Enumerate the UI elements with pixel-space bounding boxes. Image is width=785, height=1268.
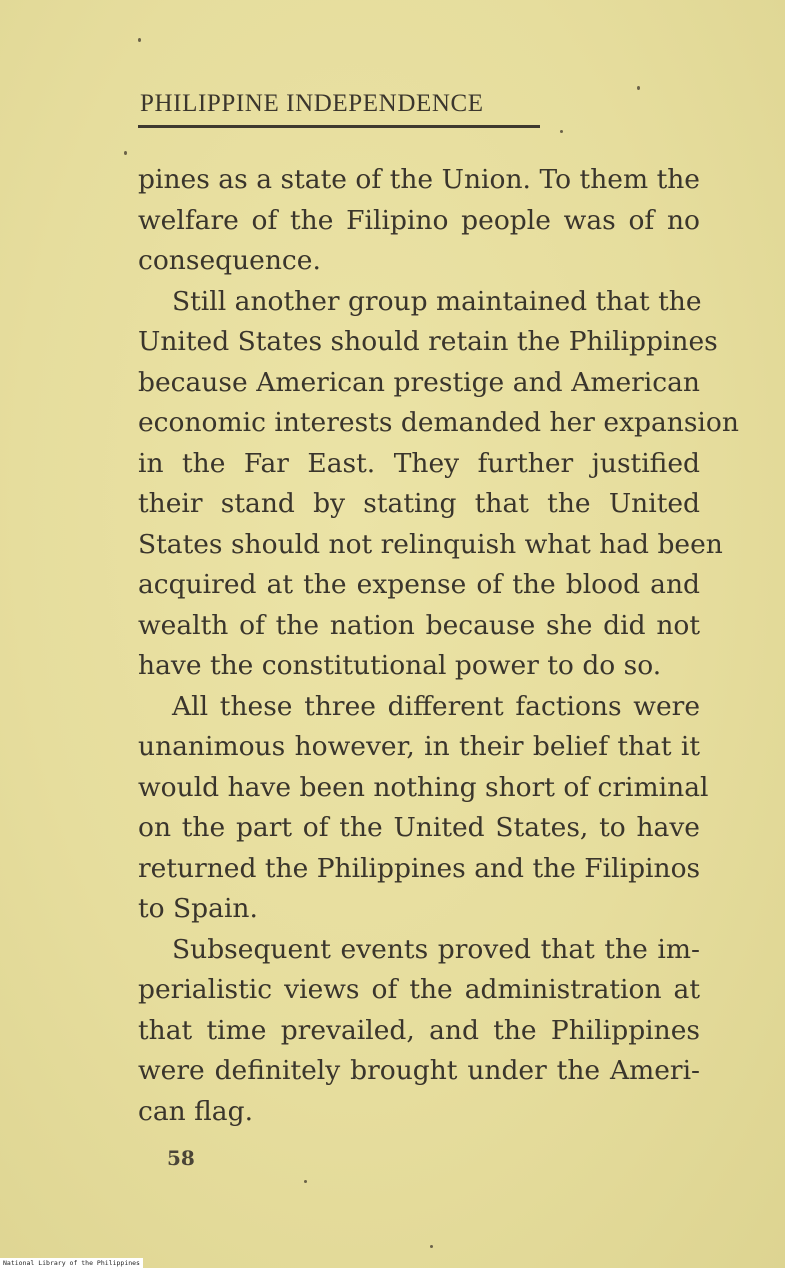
paper-speck: [304, 1180, 307, 1183]
text-line: pines as a state of the Union. To them the: [138, 164, 700, 195]
text-line: would have been nothing short of criminal: [138, 771, 709, 803]
text-line: because American prestige and American: [138, 366, 700, 398]
paper-speck: [637, 86, 640, 90]
text-line: welfare of the Filipino people was of no: [138, 204, 700, 236]
text-line: in the Far East. They further justified: [138, 447, 700, 479]
text-line: that time prevailed, and the Philippines: [138, 1014, 700, 1046]
library-credit: National Library of the Philippines: [0, 1258, 143, 1268]
text-line: were definitely brought under the Ameri-: [138, 1055, 700, 1086]
text-line: wealth of the nation because she did not: [138, 609, 700, 641]
text-line: Still another group maintained that the: [172, 285, 702, 317]
text-line: United States should retain the Philippines: [138, 326, 718, 357]
text-line: their stand by stating that the United: [138, 488, 700, 519]
text-line: Subsequent events proved that the im-: [172, 933, 700, 965]
paper-speck: [560, 130, 563, 133]
running-header: PHILIPPINE INDEPENDENCE: [140, 90, 484, 117]
text-line: All these three different factions were: [172, 690, 700, 722]
text-line: on the part of the United States, to have: [138, 812, 700, 843]
text-line: acquired at the expense of the blood and: [138, 569, 700, 600]
page-number: 58: [167, 1146, 195, 1170]
text-line: returned the Philippines and the Filipinos: [138, 852, 701, 884]
text-line: to Spain.: [138, 893, 258, 924]
paper-speck: [138, 38, 141, 42]
text-line: unanimous however, in their belief that it: [138, 731, 700, 762]
text-line: States should not relinquish what had been: [138, 528, 723, 560]
text-line: economic interests demanded her expansion: [138, 407, 739, 438]
text-line: can flag.: [138, 1095, 253, 1127]
text-line: perialistic views of the administration at: [138, 974, 700, 1005]
text-line: have the constitutional power to do so.: [138, 650, 662, 681]
paper-speck: [124, 151, 127, 155]
paper-speck: [430, 1245, 433, 1248]
text-line: consequence.: [138, 245, 321, 276]
body-text: [138, 160, 739, 1132]
header-rule: [138, 125, 540, 128]
